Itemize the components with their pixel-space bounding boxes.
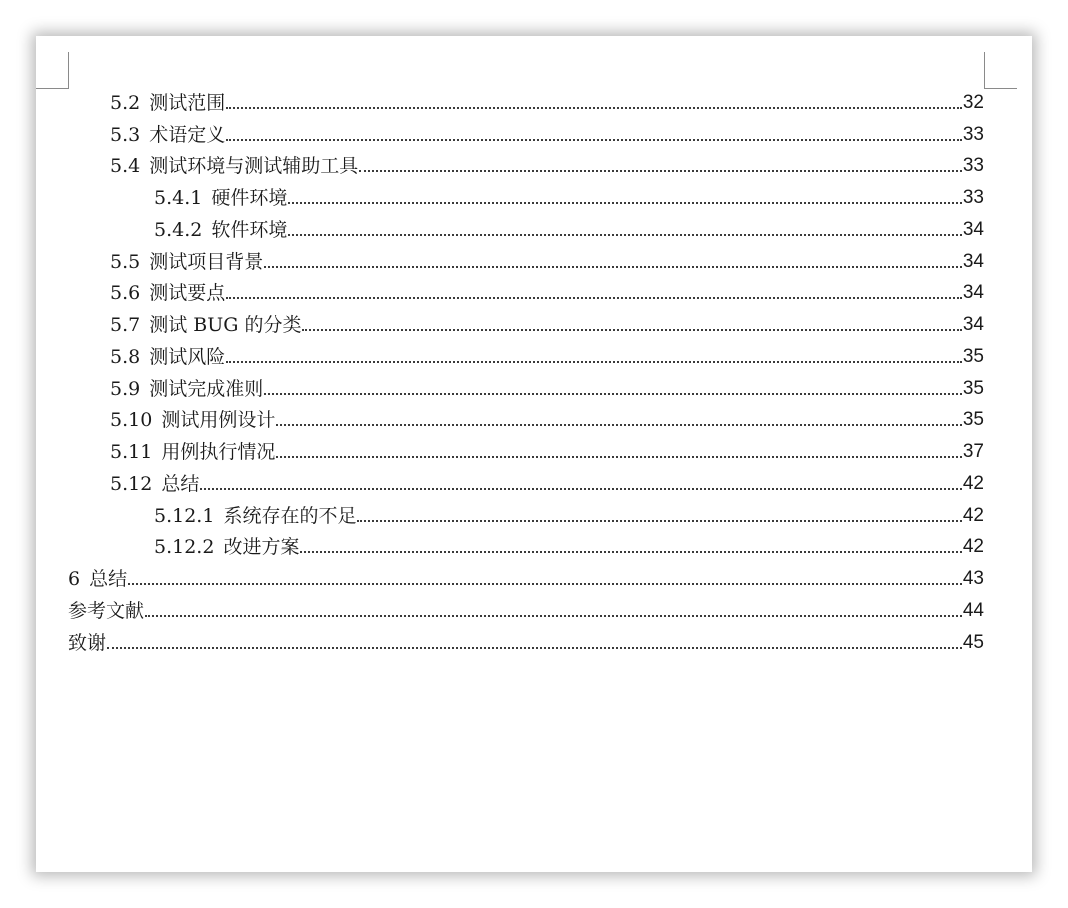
toc-entry-title: 总结	[89, 568, 128, 590]
toc-entry[interactable]	[110, 312, 984, 336]
toc-entry-number: 5.7	[110, 314, 141, 336]
toc-leader-dots	[128, 583, 962, 585]
toc-entry-title: 术语定义	[149, 124, 226, 146]
toc-leader-dots	[226, 139, 962, 141]
toc-entry-page: 45	[962, 632, 984, 653]
toc-leader-dots	[145, 615, 962, 617]
toc-leader-dots	[276, 456, 962, 458]
toc-entry-page: 34	[962, 314, 984, 335]
toc-entry[interactable]	[110, 153, 984, 177]
toc-entry[interactable]	[68, 630, 984, 654]
toc-entry-page: 34	[962, 282, 984, 303]
toc-entry-page: 35	[962, 346, 984, 367]
toc-entry-title: 改进方案	[223, 536, 300, 558]
toc-entry-page: 44	[962, 600, 984, 621]
toc-entry-title: 用例执行情况	[161, 441, 276, 463]
document-page	[36, 36, 1032, 872]
toc-entry[interactable]	[110, 90, 984, 114]
toc-entry-title: 测试完成准则	[149, 378, 264, 400]
toc-entry-number: 5.5	[110, 251, 141, 273]
toc-entry-number: 5.2	[110, 92, 141, 114]
toc-leader-dots	[264, 393, 962, 395]
toc-entry[interactable]	[110, 249, 984, 273]
toc-leader-dots	[359, 170, 962, 172]
toc-entry-title: 系统存在的不足	[223, 505, 357, 527]
toc-entry-title: 硬件环境	[211, 187, 288, 209]
toc-leader-dots	[302, 329, 961, 331]
toc-leader-dots	[226, 361, 962, 363]
toc-entry-number: 5.4.2	[154, 219, 203, 241]
toc-leader-dots	[288, 202, 961, 204]
toc-entry-number: 6	[68, 568, 81, 590]
toc-entry-page: 42	[962, 505, 984, 526]
toc-entry-page: 33	[962, 155, 984, 176]
toc-entry[interactable]	[68, 566, 984, 590]
toc-entry-number: 5.12	[110, 473, 153, 495]
toc-entry-page: 33	[962, 124, 984, 145]
toc-entry[interactable]	[110, 122, 984, 146]
toc-entry-number: 5.4.1	[154, 187, 203, 209]
toc-entry-number: 5.12.2	[154, 536, 215, 558]
toc-entry-page: 43	[962, 568, 984, 589]
toc-entry-page: 42	[962, 473, 984, 494]
toc-entry[interactable]	[110, 439, 984, 463]
toc-entry-number: 5.8	[110, 346, 141, 368]
toc-entry-number: 5.6	[110, 282, 141, 304]
toc-entry[interactable]	[110, 344, 984, 368]
toc-entry-title: 测试要点	[149, 282, 226, 304]
toc-entry-title: 测试风险	[149, 346, 226, 368]
toc-leader-dots	[226, 107, 962, 109]
toc-entry[interactable]	[154, 503, 984, 527]
toc-entry-title: 软件环境	[211, 219, 288, 241]
toc-entry-page: 33	[962, 187, 984, 208]
toc-leader-dots	[288, 234, 961, 236]
toc-entry-page: 42	[962, 536, 984, 557]
toc-entry[interactable]	[154, 185, 984, 209]
toc-entry[interactable]	[110, 407, 984, 431]
toc-entry-title: 参考文献	[68, 600, 145, 622]
toc-entry-page: 34	[962, 219, 984, 240]
toc-entry[interactable]	[110, 376, 984, 400]
toc-entry-number: 5.4	[110, 155, 141, 177]
toc-entry-title: 测试环境与测试辅助工具	[149, 155, 359, 177]
toc-entry-title: 测试项目背景	[149, 251, 264, 273]
toc-entry-title: 测试 BUG 的分类	[149, 314, 302, 336]
toc-entry-page: 35	[962, 409, 984, 430]
toc-leader-dots	[226, 297, 962, 299]
toc-entry-number: 5.3	[110, 124, 141, 146]
toc-entry[interactable]	[154, 217, 984, 241]
toc-entry-page: 35	[962, 378, 984, 399]
toc-entry-title: 测试用例设计	[161, 409, 276, 431]
toc-entry[interactable]	[154, 534, 984, 558]
toc-entry[interactable]	[110, 471, 984, 495]
toc-leader-dots	[200, 488, 962, 490]
toc-entry-title: 测试范围	[149, 92, 226, 114]
crop-mark-top-left	[36, 52, 69, 89]
toc-leader-dots	[357, 520, 961, 522]
toc-entry-title: 致谢	[68, 632, 107, 654]
toc-leader-dots	[264, 266, 962, 268]
toc-entry-title: 总结	[161, 473, 200, 495]
toc-entry-page: 32	[962, 92, 984, 113]
toc-entry[interactable]	[68, 598, 984, 622]
toc-entry[interactable]	[110, 280, 984, 304]
toc-entry-number: 5.11	[110, 441, 153, 463]
toc-entry-page: 37	[962, 441, 984, 462]
toc-entry-number: 5.9	[110, 378, 141, 400]
toc-entry-number: 5.10	[110, 409, 153, 431]
toc-entry-number: 5.12.1	[154, 505, 215, 527]
toc-leader-dots	[300, 551, 961, 553]
crop-mark-top-right	[984, 52, 1017, 89]
toc-leader-dots	[276, 424, 962, 426]
toc-leader-dots	[107, 647, 962, 649]
toc-entry-page: 34	[962, 251, 984, 272]
